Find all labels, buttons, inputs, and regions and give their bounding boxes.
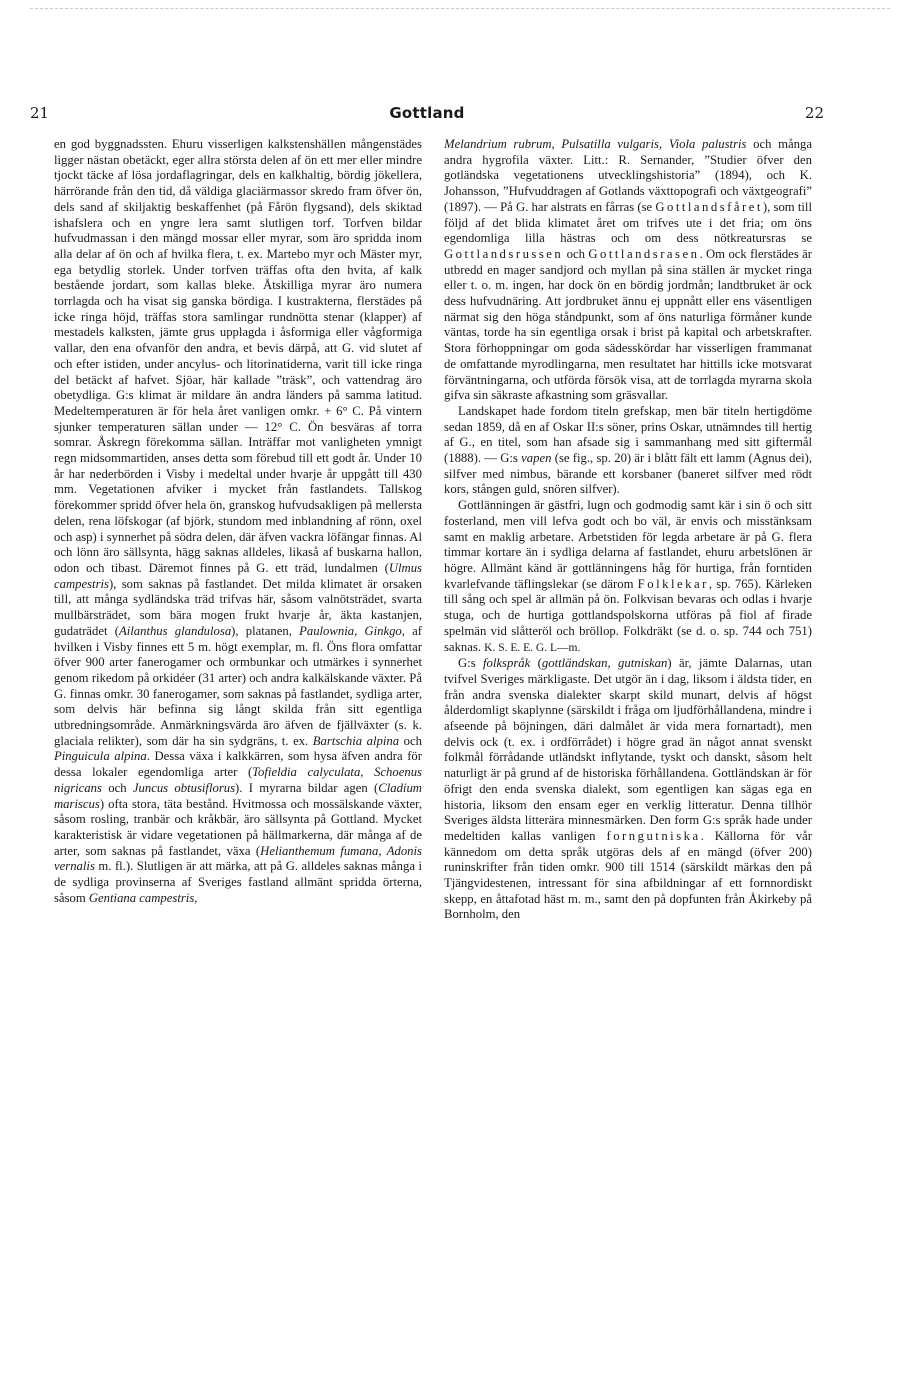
text-run: och många andra hygrofila växter. Litt.: R. Sernander, ”Studier öfver den gotländska vegetationens utvecklingshistoria” (1894), och K. Johansson, ”Hufvuddragen af Gotlands växttopografi och växtgeografi” (1897). — På G. har alstrats en fårras (se [444,137,812,214]
text-run: och [563,246,589,261]
spaced-cross-reference: Folklekar [637,576,709,591]
paragraph-p2 [444,137,812,404]
paragraph-p5 [444,656,812,923]
spaced-cross-reference: Gottlandsrasen [588,246,700,261]
right-column [444,137,812,923]
running-title: Gottland [389,104,465,122]
text-run: . Om ock flerstädes är utbredd en mager sandjord och myllan på sina ställen är mycket ringa eller t. o. m. ingen, har dock ön en bördig jordmån; landtbruket är ock dess hufvudnäring. Att jordbruket ännu ej uppnått eller ens väsentligen närmat sig den höga ståndpunkt, som af öns naturliga förmåner kunde väntas, torde ha sin egentliga orsak i brist på kapital och arbetskrafter. Stora förhoppningar om goda sädesskördar har visserligen frammanat de omfattande myrodlingarna, men resultatet har hittills icke motsvarat förväntningarna, och utförda försök visa, att de torrlagda myrarna skola gifva sin säkraste afkastning som gräsvallar. [444,246,812,403]
text-run: och [399,733,422,748]
top-rule [30,8,890,9]
spaced-cross-reference: Gottlandsrussen [444,246,564,261]
text-run: ) ofta stora, täta bestånd. Hvitmossa och mossälskande växter, såsom rosling, tranbär och kråkbär, äro sällsynta på Gottland. Mycket karakteristisk är vidare vegetationen på hällmarkerna, där många af de arter, som saknas på fastlandet, växa ( [54,796,422,858]
italic-term: vapen [521,451,552,466]
italic-term: gottländskan, gutniskan [541,656,668,671]
text-run: (se fig., sp. 20) är i blått fält ett lamm (Agnus dei), silfver med nimbus, bärande ett korsbaner (baneret silfver med rödt kors, stången guld, snören silfver). [444,451,813,497]
spaced-cross-reference: forngutniska [606,828,701,843]
text-run: . Källorna för vår kännedom om detta språk utgöras dels af en mängd (öfver 200) runinskrifter från tiden omkr. 900 till 1514 (särskildt märkas den på Tjängvidestenen, intressant för sina afbildningar af ett fornnordiskt skepp, en åttafotad häst m. m., samt den på dopfunten från Åkirkeby på Bornholm, den [444,828,812,922]
italic-term: Pinguicula alpina [54,749,147,764]
italic-term: Bartschia alpina [312,733,400,748]
italic-term: Ailanthus glandulosa [118,623,232,638]
italic-term: Cladium mariscus [54,780,422,811]
text-run: Gottlänningen är gästfri, lugn och godmodig samt kär i sin ö och sitt fosterland, men vill lefva godt och bo väl, är envis och misstänksam samt en maklig arbetare. Arbetstiden för legda arbetare är på G. flera timmar kortare än i sydliga delarna af fastlandet, ehuru arbetslönen är högre. Allmänt känd är gottlänningens håg för hurtiga, från forntiden kvarlefvande täflingslekar (se därom [444,498,812,591]
text-run: ). I myrarna bildar agen ( [235,780,379,795]
italic-term: Melandrium rubrum, Pulsatilla vulgaris, Viola palustris [444,137,747,151]
text-run: ), som till följd af det blida klimatet året om trifves ute i det fria; om öns egendomliga lilla hästras och om dess nötkreatursras se [444,199,812,246]
text-run: . Dessa växa i kalkkärren, som hysa äfven andra för dessa lokaler egendomliga arter ( [54,749,422,780]
left-column [54,137,422,906]
paragraph-p4 [444,498,812,656]
italic-term: Ulmus campestris [54,560,422,591]
text-run: , sp. 765). Kärleken till sång och spel är allmän på ön. Folkvisan bevaras och odlas i hvarje stuga, och de hurtiga gottlandspolskorna utföras på fiol af firade spelmän vid slåtteröl och bröllop. Folkdräkt (se d. o. sp. 744 och 751) saknas. [444,576,812,654]
italic-term: Helianthemum fumana, Adonis vernalis [54,843,422,874]
text-run: , af hvilken i Visby finnes ett 5 m. högt exemplar, m. fl. Öns flora omfattar öfver 900 arter fanerogamer och ormbunkar och utmärkes i synnerhet genom rikedom på orkidéer (31 arter) och andra kalkälskande växter. På G. finnas omkr. 30 fanerogamer, som saknas på fastlandet, sydliga arter, som delvis här befinna sig långt skilda från sitt egentliga utbredningsområde. Anmärkningsvärda äro äfven de fjällväxter (s. k. glaciala relikter), som där ha sin sydgräns, t. ex. [54,623,422,748]
spaced-cross-reference: Gottlandsfåret [655,199,763,214]
text-run: G:s [458,656,484,671]
text-run: ) är, jämte Dalarnas, utan tvifvel Sveriges märkligaste. Det utgör än i dag, liksom i äldsta tider, en från andra svenska dialekter skarpt skild munart, delvis af högst ålderdomligt skaplynne (särskildt i fråga om ljudförhållandena, mindre i afseende på böjningen, däri dalmålet är vida mera fornartadt), men delvis ock (t. ex. i ordförrådet) i högre grad än något annat svenskt folkmål förrådande utländskt inflytande, tyskt och danskt, såsom helt naturligt är på grund af de historiska förhållandena. Gottländskan är för öfrigt den enda svenska dialekt, som egentligen kan sägas ega en historia, liksom den ensam eger en verklig litteratur. Denna tillhör Sveriges äldsta litterära minnesmärken. Den form G:s språk hade under medeltiden kallas vanligen [444,656,813,843]
page-header [30,104,824,124]
paragraph-p1 [54,137,422,906]
text-run: ), som saknas på fastlandet. Det milda klimatet är orsaken till, att många sydländska träd trifvas här, såsom valnötsträdet, svarta mullbärsträdet, som bära mogen frukt hvarje år, äkta kastanjen, gudaträdet ( [54,576,422,638]
text-run: en god byggnadssten. Ehuru visserligen kalkstenshällen mångenstädes ligger nästan obetäckt, eger allra största delen af ön ett mer eller mindre tjockt täcke af lösa jordaflagringar, dels en kalkhaltig, bördig jökellera, härrörande från den tid, då väldiga glaciärmassor skredo fram öfver ön, dels sand af skiljaktig beskaffenhet (på Fårön flygsand), dels skiktad ishafslera och en yngre lera samt slutligen torf. Torfven bildar hufvudmassan i den mängd mossar eller myrar, som äro spridda inom alla delar af ön och af hvilka flera, t. ex. Martebo myr och Mäster myr, ega betydlig storlek. Under torfven träffas ofta den hvita, af kalk bestående jordart, som kallas bleke. Åtskilliga myrar äro numera torrlagda och ha visat sig ganska bördiga. I kustrakterna, flerstädes på icke ringa höjd, träffas stora samlingar rundnötta stenar (klapper) af mestadels kalksten, jämte grus upplagda i åsformiga eller vågformiga vallar, den ena ofvanför den andra, et bevis därpå, att G. vid slutet af och efter istiden, under ancylus- och litorinatiderna, varit till icke ringa del betäckt af hafvet. Sjöar, här kallade ”träsk”, och vattendrag äro obetydliga. G:s klimat är mildare än andra länders på samma latitud. Medeltemperaturen är för hela året vanligen omkr. + 6° C. På vintern sjunker temperaturen sällan under — 12° C. Ön besväras af torra somrar. Åskregn förekomma sällan. Inträffar mot vanligheten ymnigt regn midsommartiden, anses detta som förebud till ett godt år. Under 10 år har nederbörden i Visby i medeltal under hvarje år uppgått till 430 mm. Vegetationen afviker i mycket från fastlandets. Tallskog förekommer spridd öfver hela ön, granskog hufvudsakligen på mellersta delen, rena löfskogar (af björk, stundom med inblandning af rönn, oxel och asp) i synnerhet på södra delen, där äfven vackra löfängar finnas. Al och lönn äro sällsynta, hägg saknas alldeles, likaså af buskarna hallon, odon och tibast. Däremot finnes på G. ett träd, lundalmen ( [54,137,422,575]
italic-term: Gentiana campestris, [88,890,198,905]
text-run: Landskapet hade fordom titeln grefskap, men bär titeln hertigdöme sedan 1859, då en af Oskar II:s söner, prins Oskar, utnämndes till hertig af G., en titel, som han afsade sig i sammanhang med sitt giftermål (1888). — G:s [444,403,812,466]
text-run: ), platanen, [231,623,300,638]
page-number-right: 22 [804,104,824,122]
italic-term: Paulownia, Ginkgo [299,623,402,638]
italic-term: Tofieldia calyculata, Schoenus nigricans [54,765,422,795]
text-run: och [101,780,133,795]
text-run: ( [530,656,542,671]
paragraph-p3 [444,404,812,498]
italic-term: Juncus obtusiflorus [132,780,236,795]
page-number-left: 21 [30,104,50,122]
italic-term: folkspråk [483,656,531,671]
author-signature: K. S. E. E. G. L—m. [484,641,581,654]
text-run: m. fl.). Slutligen är att märka, att på G. alldeles saknas många i de sydliga provinserna af Sveriges fastland allmänt spridda örterna, såsom [54,859,422,905]
